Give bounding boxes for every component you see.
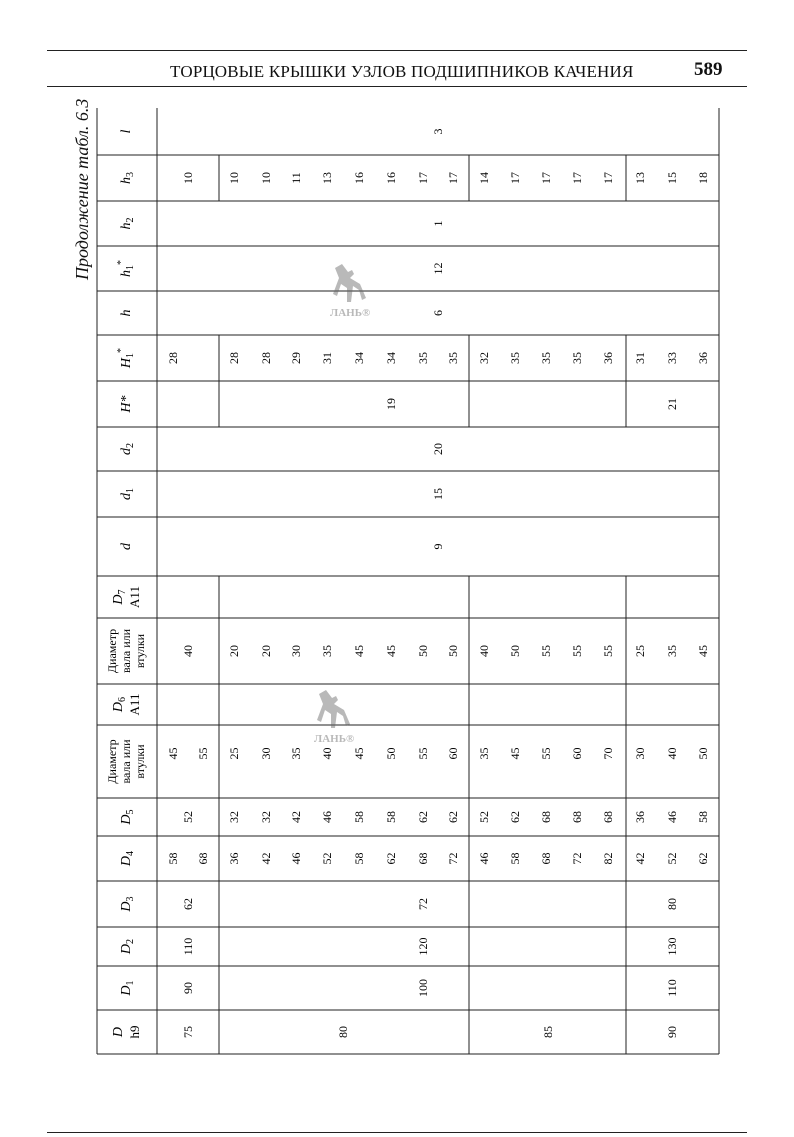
cell-h3: 16 bbox=[351, 172, 366, 184]
cell-h3: 10 bbox=[226, 172, 241, 184]
header-label: $h_2$ bbox=[119, 217, 137, 230]
cell-h3: 10 bbox=[180, 172, 195, 184]
cell-shaft1: 50 bbox=[695, 747, 710, 760]
cell-shaft1: 35 bbox=[476, 747, 491, 760]
cell-D1: 110 bbox=[664, 979, 679, 997]
cell-D5: 46 bbox=[319, 811, 334, 823]
cell-H1: 36 bbox=[600, 352, 615, 364]
cell-D5: 62 bbox=[415, 811, 430, 823]
cell-D4: 42 bbox=[632, 852, 647, 865]
cell-H1: 28 bbox=[165, 352, 180, 364]
cell-D4: 68 bbox=[538, 852, 553, 865]
cell-shaft2: 45 bbox=[351, 645, 366, 657]
cell-H1: 35 bbox=[507, 352, 522, 364]
cell-shaft1: 55 bbox=[538, 747, 553, 760]
watermark-text: ЛАНЬ® bbox=[314, 733, 355, 745]
header-label: l bbox=[119, 129, 135, 134]
cell-shaft1: 55 bbox=[415, 747, 430, 760]
header-label: $h_1^*$ bbox=[116, 260, 137, 277]
header-label: $D_2$ bbox=[119, 938, 137, 955]
cell-H: 19 bbox=[383, 398, 398, 410]
cell-shaft2: 55 bbox=[538, 645, 553, 657]
cell-shaft2: 45 bbox=[695, 645, 710, 657]
cell-D4: 72 bbox=[445, 852, 460, 865]
header-label: $d_1$ bbox=[119, 488, 137, 500]
cell-shaft2: 35 bbox=[319, 645, 334, 657]
header-label: втулки bbox=[132, 633, 147, 669]
cell-shaft2: 55 bbox=[600, 645, 615, 657]
cell-D4: 68 bbox=[415, 852, 430, 865]
cell-shaft2: 50 bbox=[445, 645, 460, 657]
cell-H1: 34 bbox=[383, 352, 398, 364]
cell-h2: 1 bbox=[430, 220, 445, 227]
cell-D5: 52 bbox=[180, 811, 195, 823]
cell-shaft2: 45 bbox=[383, 645, 398, 657]
cell-h3: 16 bbox=[383, 172, 398, 184]
cell-shaft1: 25 bbox=[226, 747, 241, 760]
cell-h3: 13 bbox=[632, 172, 647, 184]
header-label: вала или bbox=[118, 739, 133, 784]
cell-D1: 100 bbox=[415, 979, 430, 997]
cell-D5: 32 bbox=[226, 811, 241, 823]
cell-D: 80 bbox=[335, 1026, 350, 1038]
cell-D5: 36 bbox=[632, 811, 647, 823]
cell-D4: 52 bbox=[664, 852, 679, 865]
header-label: $h_3$ bbox=[119, 172, 137, 184]
cell-shaft2: 35 bbox=[664, 645, 679, 657]
cell-D2: 110 bbox=[180, 937, 195, 956]
cell-shaft1: 60 bbox=[445, 747, 460, 760]
cell-shaft1: 40 bbox=[664, 747, 679, 760]
cell-h1: 12 bbox=[430, 262, 445, 275]
header-label: $D_6$ bbox=[111, 696, 129, 713]
cell-h3: 13 bbox=[319, 172, 334, 184]
cell-H1: 36 bbox=[695, 352, 710, 364]
cell-shaft2: 25 bbox=[632, 645, 647, 657]
cell-D4: 62 bbox=[695, 852, 710, 865]
page-number: 589 bbox=[694, 59, 723, 80]
cell-D: 75 bbox=[180, 1026, 195, 1038]
cell-D5: 62 bbox=[445, 811, 460, 823]
cell-shaft1: 45 bbox=[507, 747, 522, 760]
cell-D4: 52 bbox=[319, 852, 334, 865]
cell-D5: 32 bbox=[258, 811, 273, 823]
cell-h3: 10 bbox=[258, 172, 273, 184]
cell-shaft1: 55 bbox=[195, 747, 210, 760]
cell-D5: 58 bbox=[351, 811, 366, 823]
cell-shaft1: 30 bbox=[632, 747, 647, 760]
cell-H1: 34 bbox=[351, 352, 366, 364]
cell-H1: 32 bbox=[476, 352, 491, 364]
cell-shaft1: 35 bbox=[288, 747, 303, 760]
header-label: втулки bbox=[132, 744, 147, 779]
cell-h3: 17 bbox=[569, 172, 584, 184]
cell-d: 9 bbox=[430, 543, 445, 550]
cell-H1: 33 bbox=[664, 352, 679, 364]
watermark-logo bbox=[314, 690, 354, 745]
cell-D4: 46 bbox=[476, 852, 491, 865]
cell-h3: 11 bbox=[288, 172, 303, 184]
cell-H1: 35 bbox=[538, 352, 553, 364]
cell-H1: 28 bbox=[258, 352, 273, 364]
table-caption: Продолжение табл. 6.3 bbox=[72, 98, 92, 280]
cell-D: 90 bbox=[664, 1026, 679, 1038]
cell-H1: 35 bbox=[445, 352, 460, 364]
header-sublabel: h9 bbox=[126, 1025, 142, 1039]
cell-D4: 46 bbox=[288, 852, 303, 865]
cell-shaft1: 45 bbox=[165, 747, 180, 760]
cell-D2: 120 bbox=[415, 937, 430, 956]
cell-D4: 72 bbox=[569, 852, 584, 865]
header-label: $D_3$ bbox=[119, 896, 137, 912]
header-label: Диаметр bbox=[104, 739, 119, 784]
cell-h3: 17 bbox=[507, 172, 522, 184]
cell-shaft2: 40 bbox=[476, 645, 491, 657]
cell-D4: 58 bbox=[507, 852, 522, 865]
cell-D3: 72 bbox=[415, 898, 430, 910]
cell-D5: 46 bbox=[664, 811, 679, 823]
cell-l: 3 bbox=[430, 128, 445, 135]
header-label: $H_1^*$ bbox=[116, 347, 137, 369]
cell-shaft1: 70 bbox=[600, 747, 615, 760]
header-sublabel: A11 bbox=[126, 693, 142, 716]
cell-h3: 18 bbox=[695, 172, 710, 184]
cell-D3: 80 bbox=[664, 898, 679, 910]
cell-D4: 82 bbox=[600, 852, 615, 865]
cell-D: 85 bbox=[540, 1026, 555, 1038]
cell-h3: 17 bbox=[538, 172, 553, 184]
cell-h3: 17 bbox=[415, 172, 430, 184]
cell-d2: 20 bbox=[430, 443, 445, 455]
cell-shaft2: 50 bbox=[415, 645, 430, 657]
cell-D4: 42 bbox=[258, 852, 273, 865]
cell-D2: 130 bbox=[664, 937, 679, 956]
header-sublabel: A11 bbox=[126, 586, 142, 608]
cell-H1: 28 bbox=[226, 352, 241, 364]
cell-shaft2: 55 bbox=[569, 645, 584, 657]
cell-shaft1: 30 bbox=[258, 747, 273, 760]
cell-shaft1: 60 bbox=[569, 747, 584, 760]
header-label: $D_4$ bbox=[119, 850, 137, 867]
header-label: $D_1$ bbox=[119, 980, 137, 996]
cell-shaft1: 40 bbox=[319, 747, 334, 760]
cell-shaft2: 20 bbox=[226, 645, 241, 657]
cell-D1: 90 bbox=[180, 982, 195, 994]
cell-D4: 58 bbox=[165, 852, 180, 865]
cell-shaft2: 20 bbox=[258, 645, 273, 657]
cell-h3: 17 bbox=[445, 172, 460, 184]
cell-D5: 58 bbox=[695, 811, 710, 823]
cell-D5: 62 bbox=[507, 811, 522, 823]
cell-D5: 42 bbox=[288, 811, 303, 823]
cell-shaft1: 45 bbox=[351, 747, 366, 760]
cell-shaft2: 30 bbox=[288, 645, 303, 657]
cell-H1: 31 bbox=[632, 352, 647, 364]
cell-D4: 58 bbox=[351, 852, 366, 865]
cell-h3: 15 bbox=[664, 172, 679, 184]
cell-h3: 14 bbox=[476, 172, 491, 184]
header-label: D bbox=[111, 1026, 127, 1038]
cell-shaft1: 50 bbox=[383, 747, 398, 760]
header-label: d bbox=[119, 543, 135, 550]
cell-d1: 15 bbox=[430, 488, 445, 500]
cell-h: 6 bbox=[430, 310, 445, 316]
cell-D3: 62 bbox=[180, 898, 195, 910]
cell-D4: 36 bbox=[226, 852, 241, 865]
cell-shaft2: 50 bbox=[507, 645, 522, 657]
bottom-rule bbox=[47, 1132, 747, 1133]
cell-shaft2: 40 bbox=[180, 645, 195, 657]
header-label: вала или bbox=[118, 628, 133, 674]
cell-H1: 35 bbox=[415, 352, 430, 364]
header-label: h bbox=[119, 309, 135, 317]
header-label: Диаметр bbox=[104, 628, 119, 674]
cell-D5: 68 bbox=[569, 811, 584, 823]
cell-D5: 68 bbox=[538, 811, 553, 823]
cell-D5: 68 bbox=[600, 811, 615, 823]
cell-D5: 52 bbox=[476, 811, 491, 823]
cell-h3: 17 bbox=[600, 172, 615, 184]
header-label: $D_7$ bbox=[111, 589, 129, 605]
cell-H1: 35 bbox=[569, 352, 584, 364]
header-label: $d_2$ bbox=[119, 443, 137, 455]
watermark-text: ЛАНЬ® bbox=[330, 307, 371, 319]
cell-D4: 62 bbox=[383, 852, 398, 865]
cell-D4: 68 bbox=[195, 852, 210, 865]
cell-H1: 31 bbox=[319, 352, 334, 364]
header-label: $D_5$ bbox=[119, 809, 137, 825]
running-title: ТОРЦОВЫЕ КРЫШКИ УЗЛОВ ПОДШИПНИКОВ КАЧЕНИЯ bbox=[170, 62, 634, 81]
cell-D5: 58 bbox=[383, 811, 398, 823]
cell-H: 21 bbox=[664, 398, 679, 410]
header-label: H* bbox=[119, 395, 135, 413]
cell-H1: 29 bbox=[288, 352, 303, 364]
